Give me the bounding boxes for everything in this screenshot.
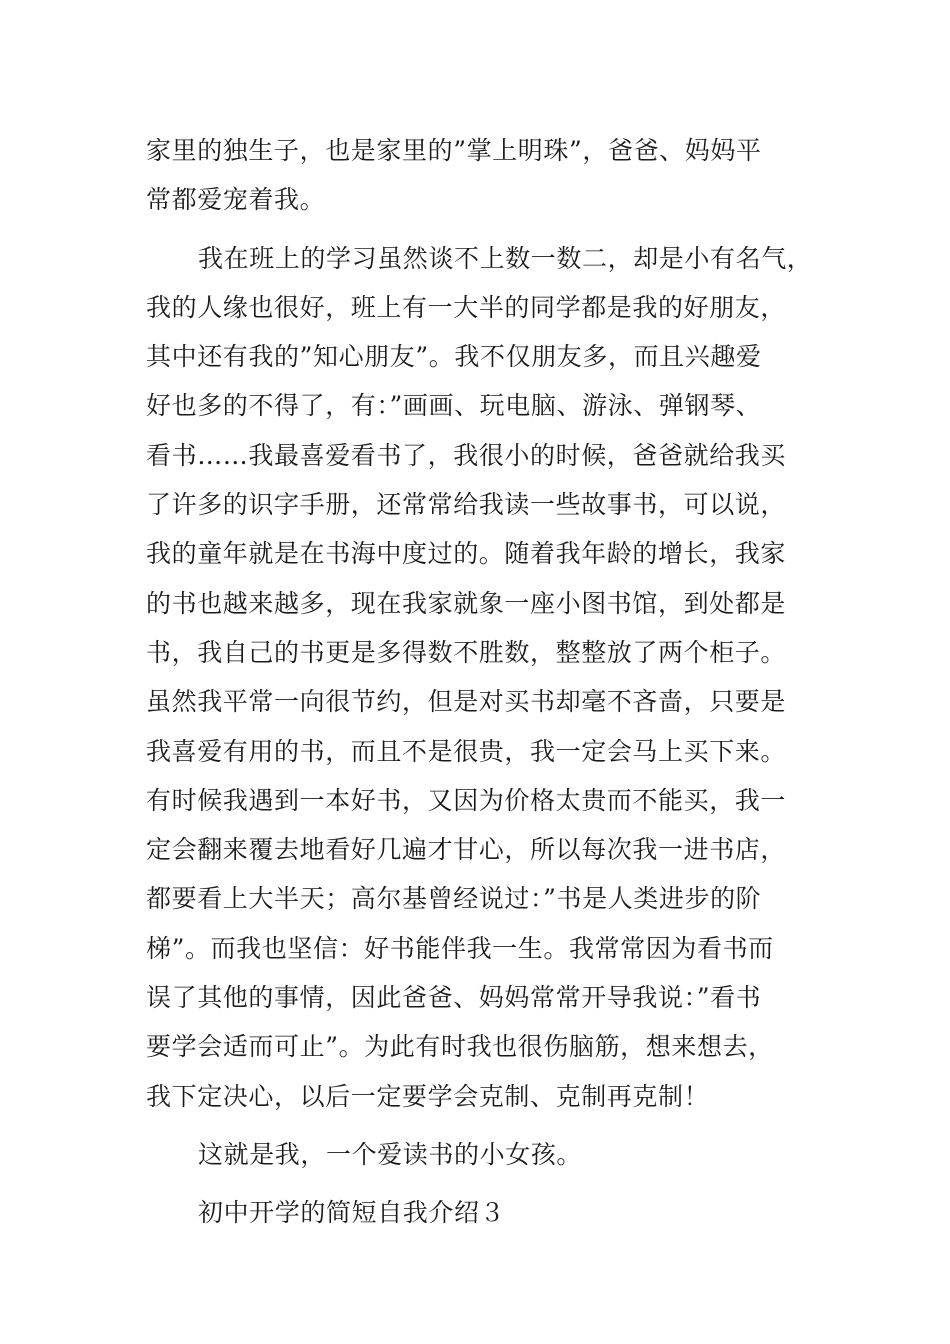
text-line: 了许多的识字手册，还常常给我读一些故事书，可以说， bbox=[146, 490, 787, 520]
text-line: 要学会适而可止”。为此有时我也很伤脑筋，想来想去， bbox=[146, 1032, 774, 1062]
paragraph-3 bbox=[146, 1130, 836, 1179]
document-body bbox=[146, 126, 836, 1238]
text-line: 看书……我最喜爱看书了，我很小的时候，爸爸就给我买 bbox=[146, 440, 787, 470]
text-line: 我的人缘也很好，班上有一大半的同学都是我的好朋友， bbox=[146, 292, 787, 322]
paragraph-2 bbox=[146, 234, 836, 1121]
text-line: 其中还有我的”知心朋友”。我不仅朋友多，而且兴趣爱 bbox=[146, 342, 762, 372]
text-line: 好也多的不得了，有：”画画、玩电脑、游泳、弹钢琴、 bbox=[146, 391, 762, 421]
text-line: 我的童年就是在书海中度过的。随着我年龄的增长，我家 bbox=[146, 539, 787, 569]
text-line: 梯”。而我也坚信：好书能伴我一生。我常常因为看书而 bbox=[146, 933, 774, 963]
section-heading bbox=[146, 1188, 836, 1237]
paragraph-1 bbox=[146, 126, 836, 225]
text-line: 我在班上的学习虽然谈不上数一数二，却是小有名气， bbox=[198, 243, 813, 273]
text-line: 定会翻来覆去地看好几遍才甘心，所以每次我一进书店， bbox=[146, 835, 787, 865]
text-line: 的书也越来越多，现在我家就象一座小图书馆，到处都是 bbox=[146, 588, 787, 618]
text-line: 有时候我遇到一本好书，又因为价格太贵而不能买，我一 bbox=[146, 785, 787, 815]
heading-line: 初中开学的简短自我介绍３ bbox=[198, 1198, 506, 1228]
text-line: 虽然我平常一向很节约，但是对买书却毫不吝啬，只要是 bbox=[146, 687, 787, 717]
text-line: 我喜爱有用的书，而且不是很贵，我一定会马上买下来。 bbox=[146, 736, 787, 766]
text-line: 误了其他的事情，因此爸爸、妈妈常常开导我说：”看书 bbox=[146, 983, 762, 1013]
text-line: 我下定决心，以后一定要学会克制、克制再克制！ bbox=[146, 1081, 710, 1111]
text-line: 常都爱宠着我。 bbox=[146, 185, 326, 215]
text-line: 这就是我，一个爱读书的小女孩。 bbox=[198, 1139, 583, 1169]
text-line: 都要看上大半天；高尔基曾经说过：”书是人类进步的阶 bbox=[146, 884, 762, 914]
text-line: 书，我自己的书更是多得数不胜数，整整放了两个柜子。 bbox=[146, 637, 787, 667]
text-line: 家里的独生子，也是家里的”掌上明珠”，爸爸、妈妈平 bbox=[146, 136, 762, 165]
